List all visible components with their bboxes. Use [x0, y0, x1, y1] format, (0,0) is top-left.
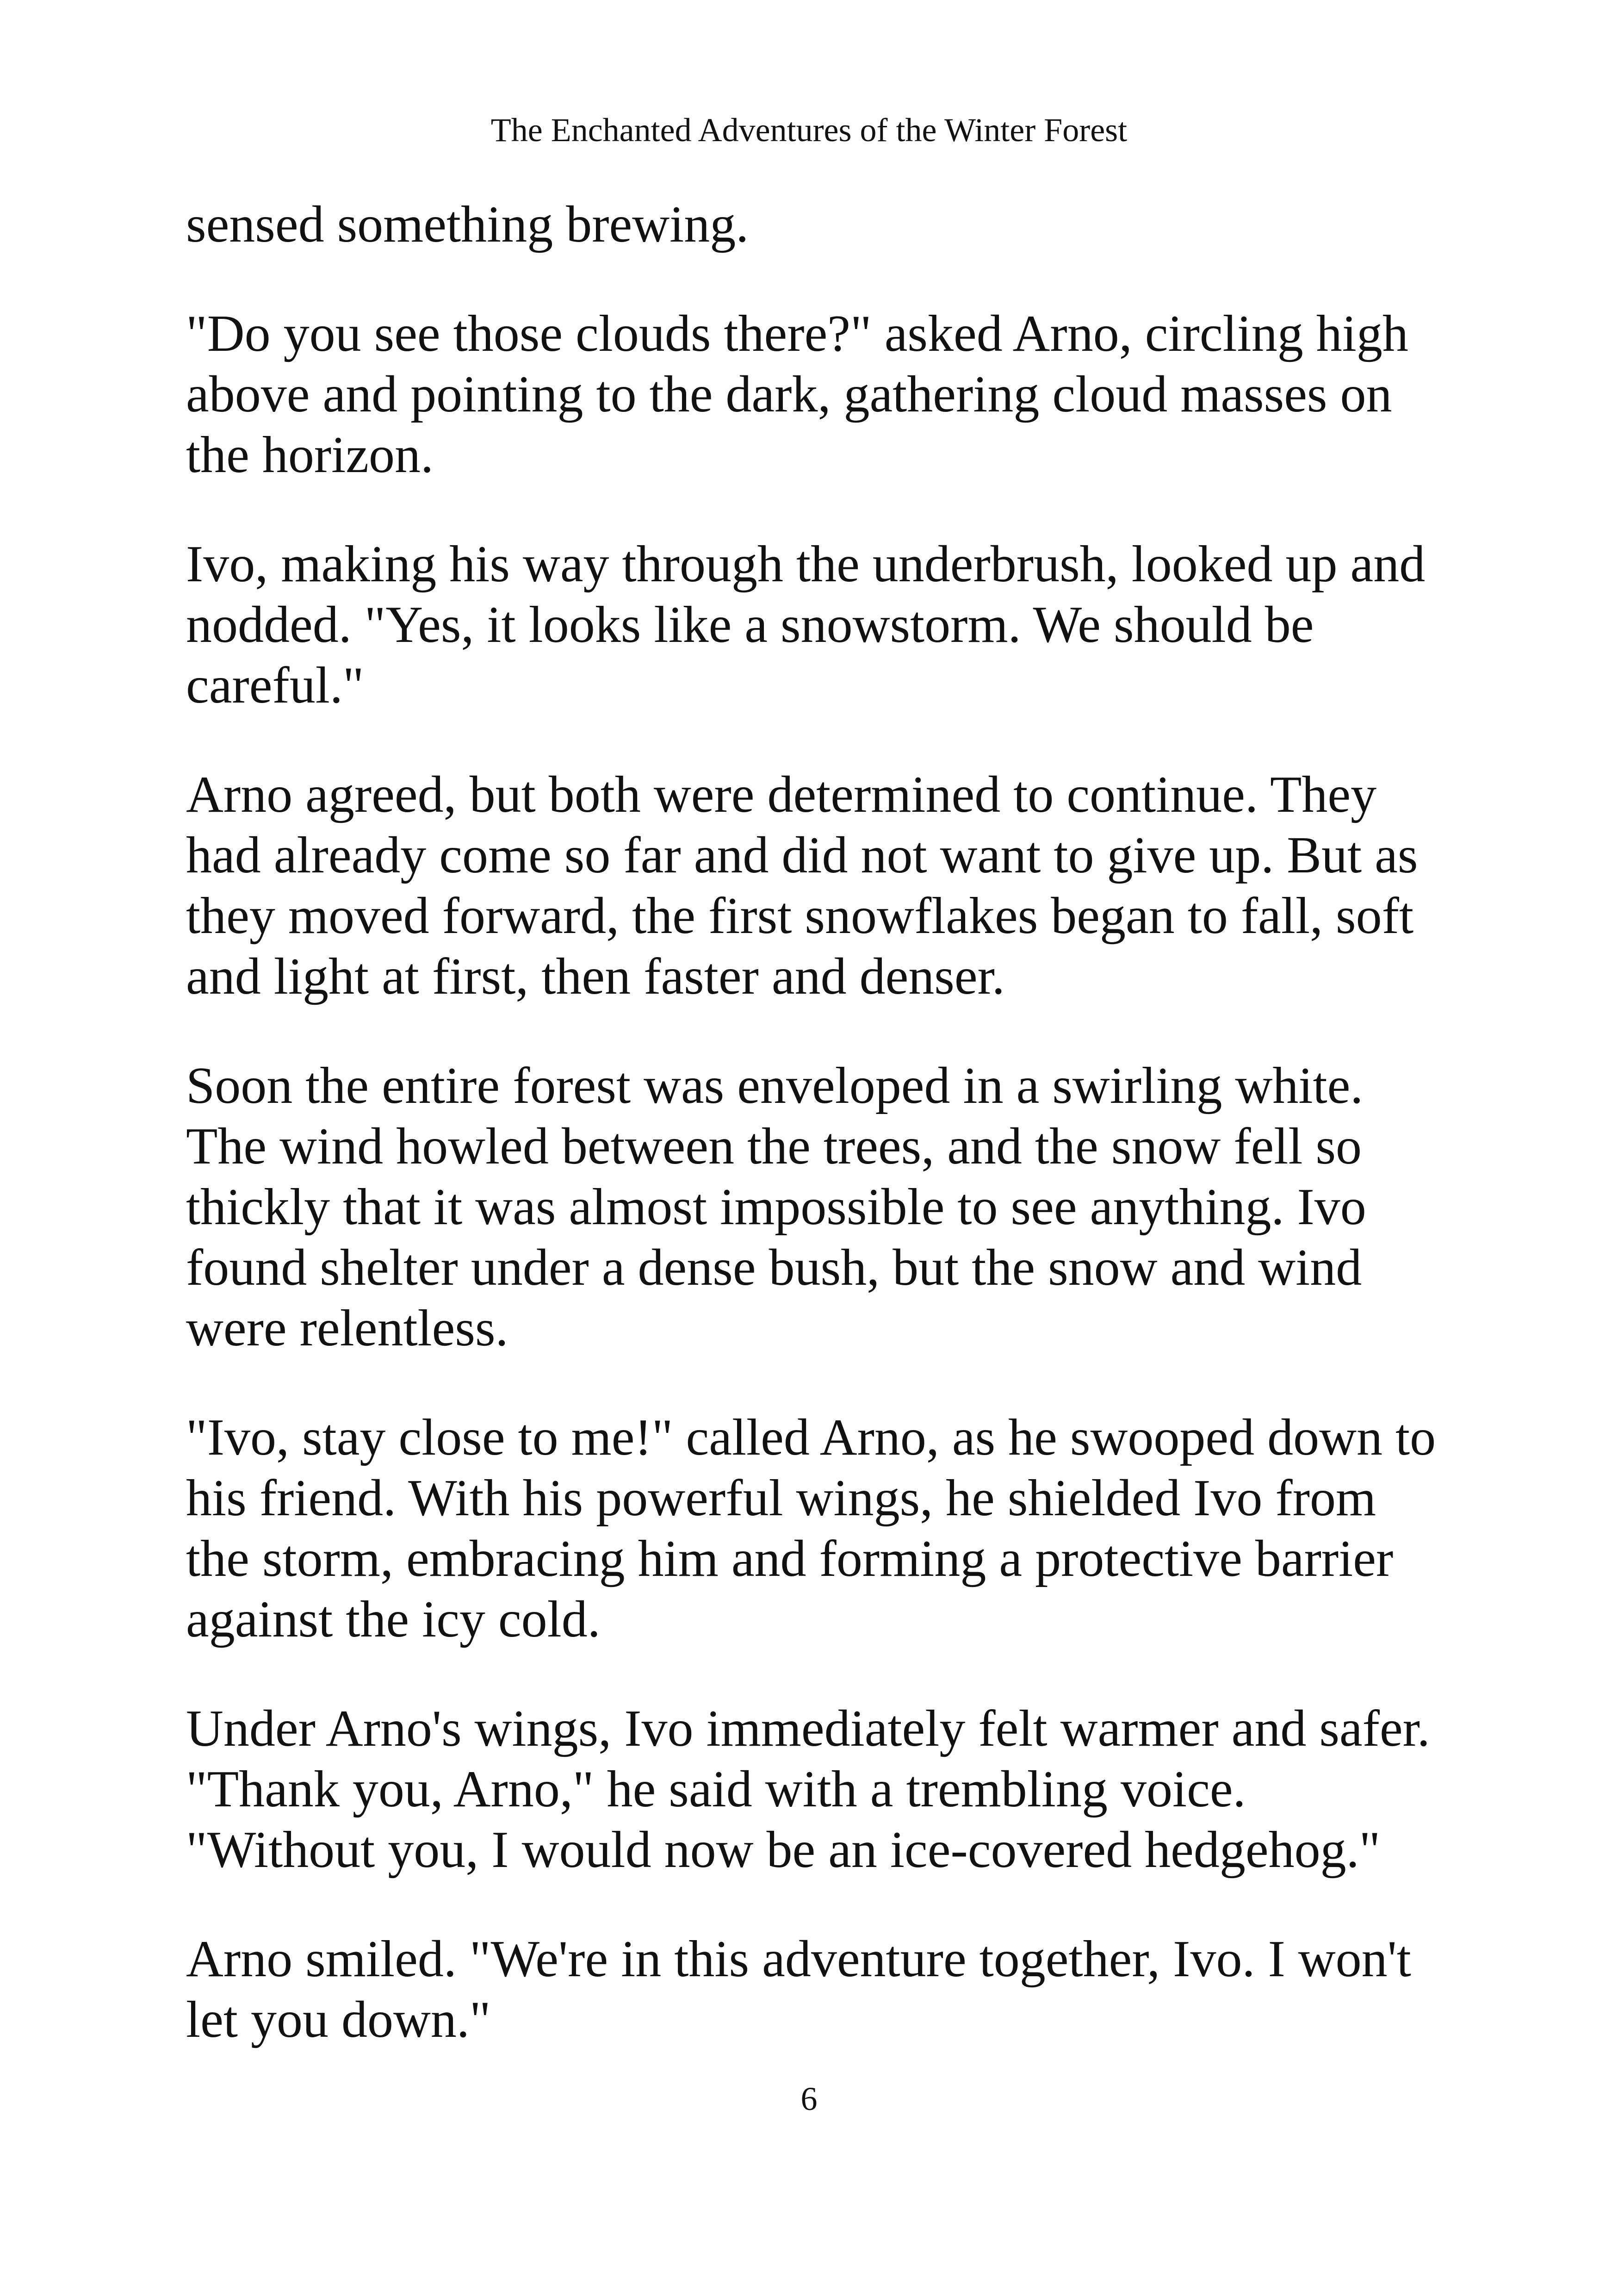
paragraph: "Do you see those clouds there?" asked Arno, circling high above and pointing to the dark, gathering cloud masses on the horizon. [186, 305, 1408, 484]
paragraph: Under Arno's wings, Ivo immediately felt warmer and safer. "Thank you, Arno," he said with a trembling voice. "Without you, I would now be an ice-covered hedgehog." [186, 1700, 1430, 1879]
paragraph: Ivo, making his way through the underbrush, looked up and nodded. "Yes, it looks like a snowstorm. We should be careful." [186, 535, 1426, 714]
running-header: The Enchanted Adventures of the Winter Forest [490, 112, 1128, 149]
paragraph: Soon the entire forest was enveloped in a swirling white. The wind howled between the trees, and the snow fell so thickly that it was almost impossible to see anything. Ivo found shelter under a dense bush, but the snow and wind were relentless. [186, 1057, 1366, 1357]
paragraph: Arno smiled. "We're in this adventure together, Ivo. I won't let you down." [186, 1930, 1411, 2048]
paragraph: "Ivo, stay close to me!" called Arno, as he swooped down to his friend. With his powerful wings, he shielded Ivo from the storm, embracing him and forming a protective barrier against the icy cold. [186, 1409, 1436, 1648]
body-text [186, 194, 1444, 2050]
paragraph: sensed something brewing. [186, 196, 749, 253]
paragraph: Arno agreed, but both were determined to continue. They had already come so far and did not want to give up. But as they moved forward, the first snowflakes began to fall, soft and light at first, then faster and denser. [186, 766, 1418, 1005]
page-number: 6 [800, 2080, 818, 2117]
